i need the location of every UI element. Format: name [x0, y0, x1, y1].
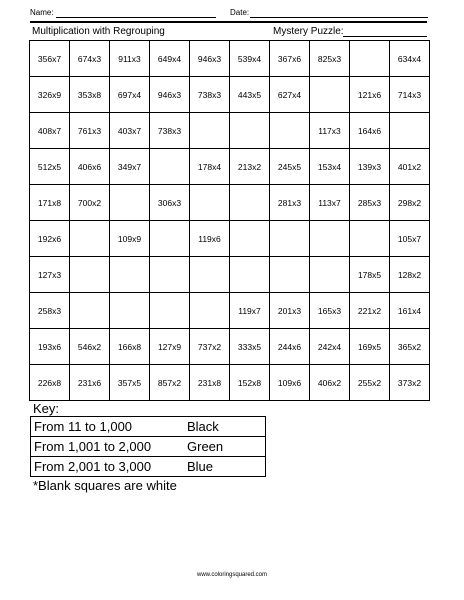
grid-cell[interactable]: 539x4: [230, 41, 270, 77]
grid-cell[interactable]: [150, 149, 190, 185]
header-rule: [30, 21, 427, 23]
grid-cell[interactable]: [150, 293, 190, 329]
grid-cell[interactable]: [270, 113, 310, 149]
key-range: From 11 to 1,000: [31, 417, 188, 437]
grid-cell[interactable]: 761x3: [70, 113, 110, 149]
grid-cell[interactable]: 737x2: [190, 329, 230, 365]
grid-cell[interactable]: 298x2: [390, 185, 430, 221]
grid-cell[interactable]: [270, 257, 310, 293]
grid-cell[interactable]: 674x3: [70, 41, 110, 77]
grid-cell[interactable]: 349x7: [110, 149, 150, 185]
grid-cell[interactable]: 119x7: [230, 293, 270, 329]
grid-cell[interactable]: 127x3: [30, 257, 70, 293]
grid-cell[interactable]: 169x5: [350, 329, 390, 365]
grid-cell[interactable]: [190, 113, 230, 149]
grid-cell[interactable]: 700x2: [70, 185, 110, 221]
grid-cell[interactable]: 192x6: [30, 221, 70, 257]
grid-cell[interactable]: 258x3: [30, 293, 70, 329]
worksheet-title: Multiplication with Regrouping: [32, 26, 165, 37]
date-line: [250, 17, 428, 18]
grid-cell[interactable]: 231x6: [70, 365, 110, 401]
grid-cell[interactable]: 242x4: [310, 329, 350, 365]
grid-cell[interactable]: [150, 221, 190, 257]
grid-cell[interactable]: 121x6: [350, 77, 390, 113]
grid-cell[interactable]: [310, 221, 350, 257]
grid-cell[interactable]: 911x3: [110, 41, 150, 77]
grid-row: [30, 329, 430, 365]
name-line: [56, 17, 216, 18]
grid-cell[interactable]: [70, 293, 110, 329]
grid-cell[interactable]: 281x3: [270, 185, 310, 221]
grid-cell[interactable]: 738x3: [190, 77, 230, 113]
key-row: [31, 457, 266, 477]
grid-row: [30, 365, 430, 401]
mystery-puzzle-label: Mystery Puzzle:: [273, 26, 344, 37]
grid-cell[interactable]: [230, 221, 270, 257]
grid-cell[interactable]: [70, 221, 110, 257]
key-row: [31, 437, 266, 457]
grid-cell[interactable]: 406x6: [70, 149, 110, 185]
grid-cell[interactable]: 231x8: [190, 365, 230, 401]
grid-cell[interactable]: [230, 185, 270, 221]
grid-cell[interactable]: 857x2: [150, 365, 190, 401]
grid-cell[interactable]: 153x4: [310, 149, 350, 185]
grid-cell[interactable]: [110, 293, 150, 329]
grid-cell[interactable]: [270, 221, 310, 257]
key-color: Blue: [187, 457, 266, 477]
grid-cell[interactable]: [150, 257, 190, 293]
grid-cell[interactable]: 333x5: [230, 329, 270, 365]
grid-cell[interactable]: 406x2: [310, 365, 350, 401]
grid-cell[interactable]: 119x6: [190, 221, 230, 257]
grid-cell[interactable]: 166x8: [110, 329, 150, 365]
grid-cell[interactable]: 367x6: [270, 41, 310, 77]
grid-cell[interactable]: 139x3: [350, 149, 390, 185]
grid-cell[interactable]: 408x7: [30, 113, 70, 149]
grid-cell[interactable]: 825x3: [310, 41, 350, 77]
grid-cell[interactable]: 178x4: [190, 149, 230, 185]
key-color: Green: [187, 437, 266, 457]
grid-row: [30, 221, 430, 257]
grid-cell[interactable]: 306x3: [150, 185, 190, 221]
grid-cell[interactable]: 161x4: [390, 293, 430, 329]
grid-row: [30, 77, 430, 113]
grid-cell[interactable]: 714x3: [390, 77, 430, 113]
grid-row: [30, 113, 430, 149]
grid-row: [30, 41, 430, 77]
grid-row: [30, 293, 430, 329]
grid-cell[interactable]: 255x2: [350, 365, 390, 401]
grid-cell[interactable]: 128x2: [390, 257, 430, 293]
key-row: [31, 417, 266, 437]
grid-cell[interactable]: 373x2: [390, 365, 430, 401]
grid-cell[interactable]: [230, 257, 270, 293]
grid-cell[interactable]: 512x5: [30, 149, 70, 185]
key-label: Key:: [33, 401, 60, 416]
grid-row: [30, 149, 430, 185]
grid-row: [30, 185, 430, 221]
grid-cell[interactable]: 365x2: [390, 329, 430, 365]
grid-cell[interactable]: [110, 185, 150, 221]
grid-cell[interactable]: 627x4: [270, 77, 310, 113]
grid-cell[interactable]: 193x6: [30, 329, 70, 365]
grid-cell[interactable]: 946x3: [150, 77, 190, 113]
grid-cell[interactable]: 245x5: [270, 149, 310, 185]
grid-cell[interactable]: [190, 185, 230, 221]
grid-cell[interactable]: 109x9: [110, 221, 150, 257]
grid-cell[interactable]: 634x4: [390, 41, 430, 77]
grid-row: [30, 257, 430, 293]
grid-cell[interactable]: 113x7: [310, 185, 350, 221]
name-label: Name:: [30, 8, 54, 17]
key-color: Black: [187, 417, 266, 437]
grid-cell[interactable]: [190, 257, 230, 293]
grid-cell[interactable]: 165x3: [310, 293, 350, 329]
grid-cell[interactable]: 443x5: [230, 77, 270, 113]
grid-cell[interactable]: 697x4: [110, 77, 150, 113]
grid-cell[interactable]: 403x7: [110, 113, 150, 149]
grid-cell[interactable]: 226x8: [30, 365, 70, 401]
grid-cell[interactable]: [190, 293, 230, 329]
grid-cell[interactable]: 353x8: [70, 77, 110, 113]
puzzle-grid: [29, 40, 430, 401]
grid-cell[interactable]: 738x3: [150, 113, 190, 149]
grid-cell[interactable]: [230, 113, 270, 149]
grid-cell[interactable]: 546x2: [70, 329, 110, 365]
grid-cell[interactable]: 117x3: [310, 113, 350, 149]
grid-cell[interactable]: [350, 221, 390, 257]
grid-cell[interactable]: 649x4: [150, 41, 190, 77]
grid-cell[interactable]: 109x6: [270, 365, 310, 401]
grid-cell[interactable]: [310, 77, 350, 113]
grid-cell[interactable]: 201x3: [270, 293, 310, 329]
grid-cell[interactable]: 221x2: [350, 293, 390, 329]
key-range: From 1,001 to 2,000: [31, 437, 188, 457]
grid-cell[interactable]: 164x6: [350, 113, 390, 149]
blank-squares-note: *Blank squares are white: [33, 478, 177, 493]
grid-cell[interactable]: 326x9: [30, 77, 70, 113]
grid-cell[interactable]: [110, 257, 150, 293]
grid-cell[interactable]: 946x3: [190, 41, 230, 77]
date-label: Date:: [230, 8, 250, 17]
key-range: From 2,001 to 3,000: [31, 457, 188, 477]
grid-cell[interactable]: 213x2: [230, 149, 270, 185]
grid-cell[interactable]: 401x2: [390, 149, 430, 185]
footer-url: www.coloringsquared.com: [196, 572, 268, 578]
grid-cell[interactable]: 152x8: [230, 365, 270, 401]
grid-cell[interactable]: 127x9: [150, 329, 190, 365]
grid-cell[interactable]: 171x8: [30, 185, 70, 221]
grid-cell[interactable]: 285x3: [350, 185, 390, 221]
grid-cell[interactable]: [390, 113, 430, 149]
grid-cell[interactable]: [350, 41, 390, 77]
grid-cell[interactable]: 356x7: [30, 41, 70, 77]
grid-cell[interactable]: 178x5: [350, 257, 390, 293]
grid-cell[interactable]: [310, 257, 350, 293]
grid-cell[interactable]: [70, 257, 110, 293]
grid-cell[interactable]: 357x5: [110, 365, 150, 401]
grid-cell[interactable]: 105x7: [390, 221, 430, 257]
color-key: [30, 416, 266, 477]
mystery-puzzle-line: [343, 36, 427, 37]
grid-cell[interactable]: 244x6: [270, 329, 310, 365]
